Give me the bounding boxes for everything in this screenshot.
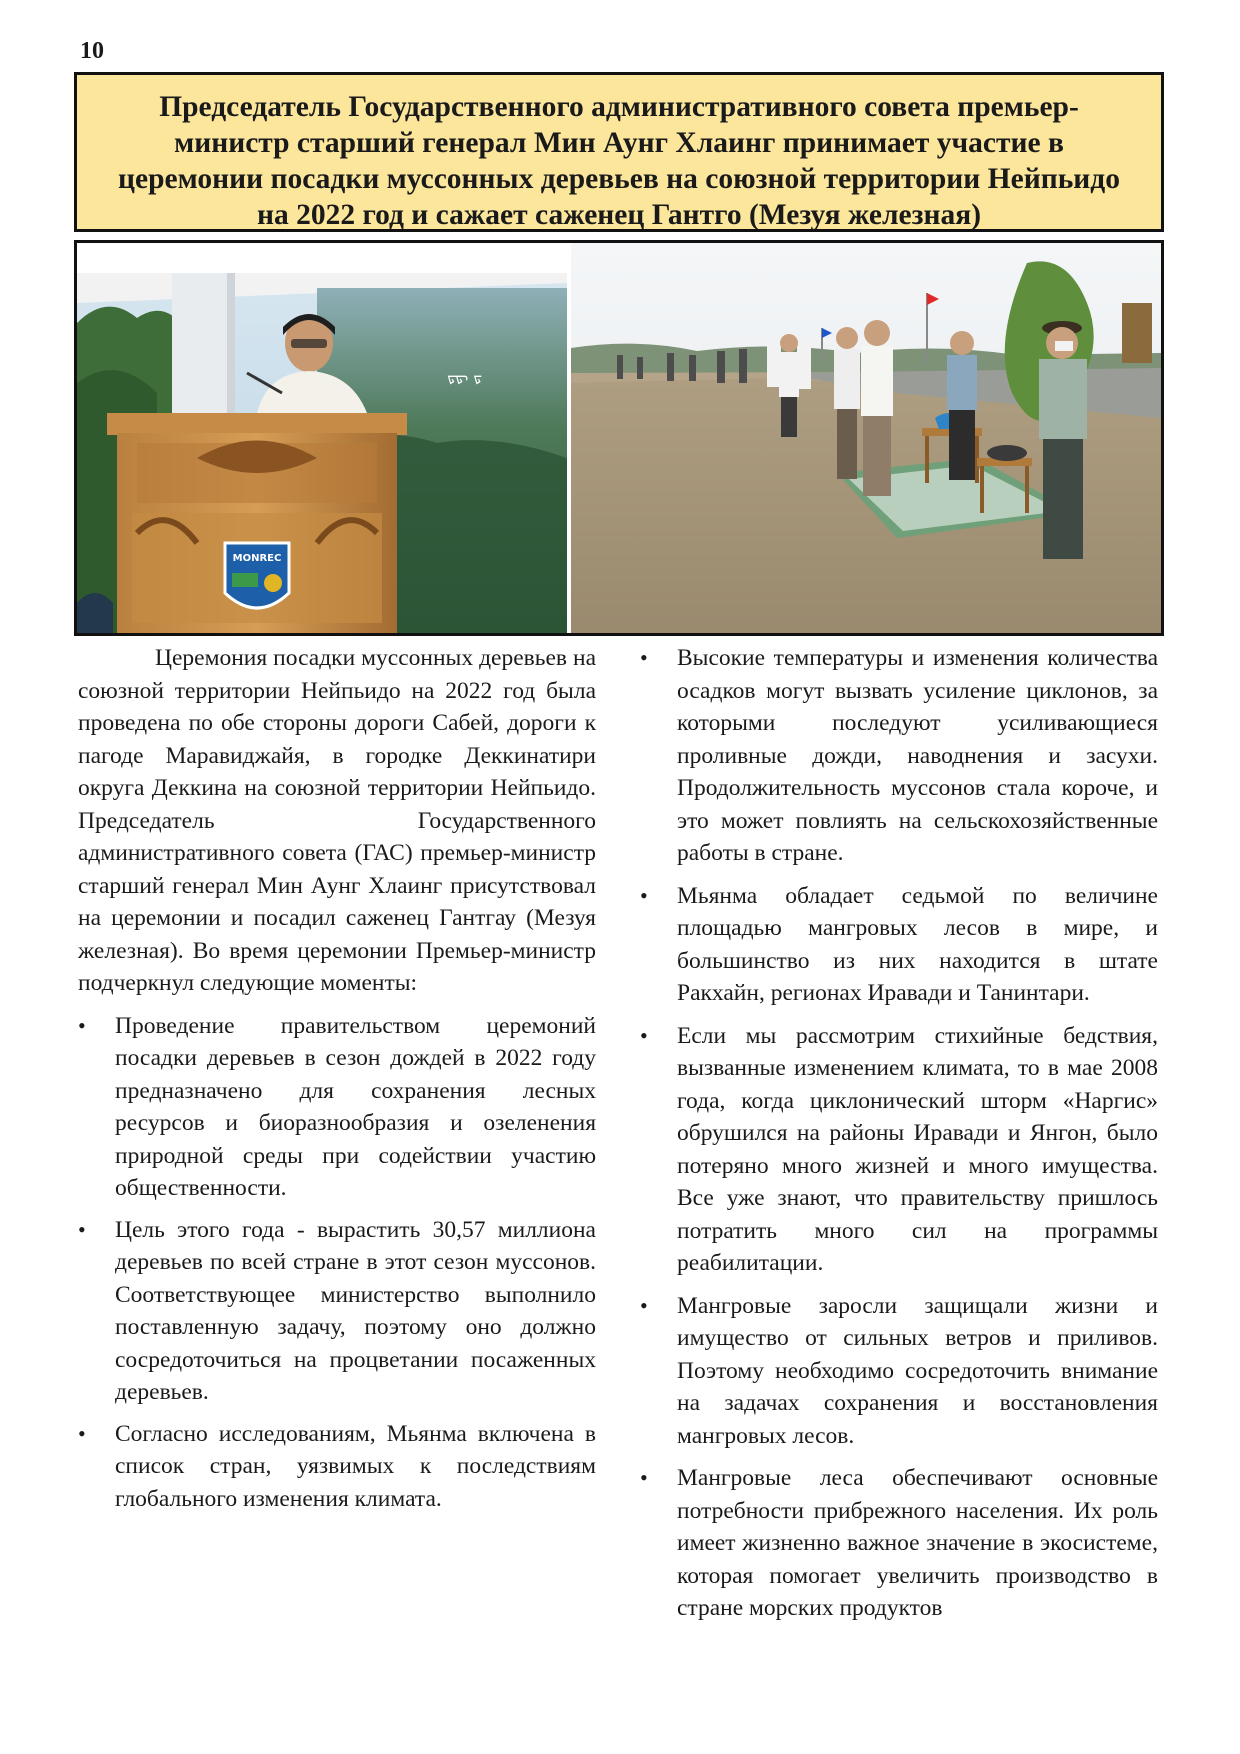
bullet-icon: • — [640, 1022, 648, 1048]
bullet-icon: • — [640, 645, 648, 670]
list-item-text: Проведение правительством церемоний посадки деревьев в сезон дождей в 2022 году предназначено для сохранения лесных ресурсов и биоразнообразия и озеленения природной среды при содействии участию общественности. — [115, 1012, 596, 1201]
list-item — [640, 1290, 1158, 1453]
list-item-text: Высокие температуры и изменения количества осадков могут вызвать усиление циклонов, за которыми последуют усиливающиеся проливные дожди, наводнения и засухи. Продолжительность муссонов стала короче, и это может повлиять на сельскохозяйственные работы в стране. — [677, 645, 1158, 866]
bullet-icon: • — [640, 1292, 648, 1318]
speaker-photo — [77, 243, 567, 633]
bullet-icon: • — [78, 1012, 86, 1038]
list-item-text: Цель этого года - вырастить 30,57 миллиона деревьев по всей стране в этот сезон муссонов. Соответствующее министерство выполнило поставленную задачу, поэтому оно должно сосредоточиться на процветании посаженных деревьев. — [115, 1216, 596, 1405]
banner-year-text: ᢑᢑ ᢑ — [447, 368, 483, 387]
page-number: 10 — [80, 38, 104, 64]
bullet-icon: • — [78, 1216, 86, 1242]
list-item — [78, 1214, 596, 1409]
article-title: Председатель Государственного административного совета премьер-министр старший генерал Мин Аунг Хлаинг принимает участие в церемонии посадки муссонных деревьев на союзной территории Нейпьидо на 2022 год и сажает саженец Гантго (Мезуя железная) — [118, 91, 1120, 231]
ceremony-photo — [571, 243, 1161, 633]
bullet-icon: • — [640, 1465, 648, 1490]
list-item — [78, 1010, 596, 1205]
list-item-text: Согласно исследованиям, Мьянма включена в список стран, уязвимых к последствиям глобального изменения климата. — [115, 1420, 596, 1512]
bullet-icon: • — [78, 1420, 86, 1446]
podium-logo-text: MONREC — [232, 553, 282, 564]
list-item — [640, 880, 1158, 1010]
photo-collage-image — [77, 243, 1161, 633]
article-column-left — [78, 642, 596, 1524]
title-box — [74, 72, 1164, 232]
list-item — [640, 1020, 1158, 1280]
list-item — [640, 642, 1158, 870]
list-item-text: Мангровые леса обеспечивают основные потребности прибрежного населения. Их роль имеет жизненно важное значение в экосистеме, которая помогает увеличить производство в стране морских продуктов — [677, 1465, 1158, 1621]
list-item-text: Если мы рассмотрим стихийные бедствия, вызванные изменением климата, то в мае 2008 года, когда циклонический шторм «Наргис» обрушился на районы Иравади и Янгон, было потеряно много жизней и много имущества. Все уже знают, что правительству пришлось потратить много сил на программы реабилитации. — [677, 1022, 1158, 1276]
article-column-right — [640, 642, 1158, 1635]
list-item — [640, 1462, 1158, 1625]
list-item — [78, 1418, 596, 1516]
photo-collage — [74, 240, 1164, 636]
bullet-list-left — [78, 1010, 596, 1516]
list-item-text: Мангровые заросли защищали жизни и имущество от сильных ветров и приливов. Поэтому необходимо сосредоточить внимание на задачах сохранения и восстановления мангровых лесов. — [677, 1292, 1158, 1449]
bullet-list-right — [640, 642, 1158, 1625]
article-intro: Церемония посадки муссонных деревьев на союзной территории Нейпьидо на 2022 год была проведена по обе стороны дороги Сабей, дороги к пагоде Маравиджайя, в городке Деккинатири округа Деккина на союзной территории Нейпьидо. Председатель Государственного административного совета (ГАС) премьер-министр старший генерал Мин Аунг Хлаинг присутствовал на церемонии и посадил саженец Гантгау (Мезуя железная). Во время церемонии Премьер-министр подчеркнул следующие моменты: — [78, 645, 596, 996]
bullet-icon: • — [640, 882, 648, 908]
list-item-text: Мьянма обладает седьмой по величине площадью мангровых лесов в мире, и большинство из них находится в штате Ракхайн, регионах Иравади и Танинтари. — [677, 882, 1158, 1006]
